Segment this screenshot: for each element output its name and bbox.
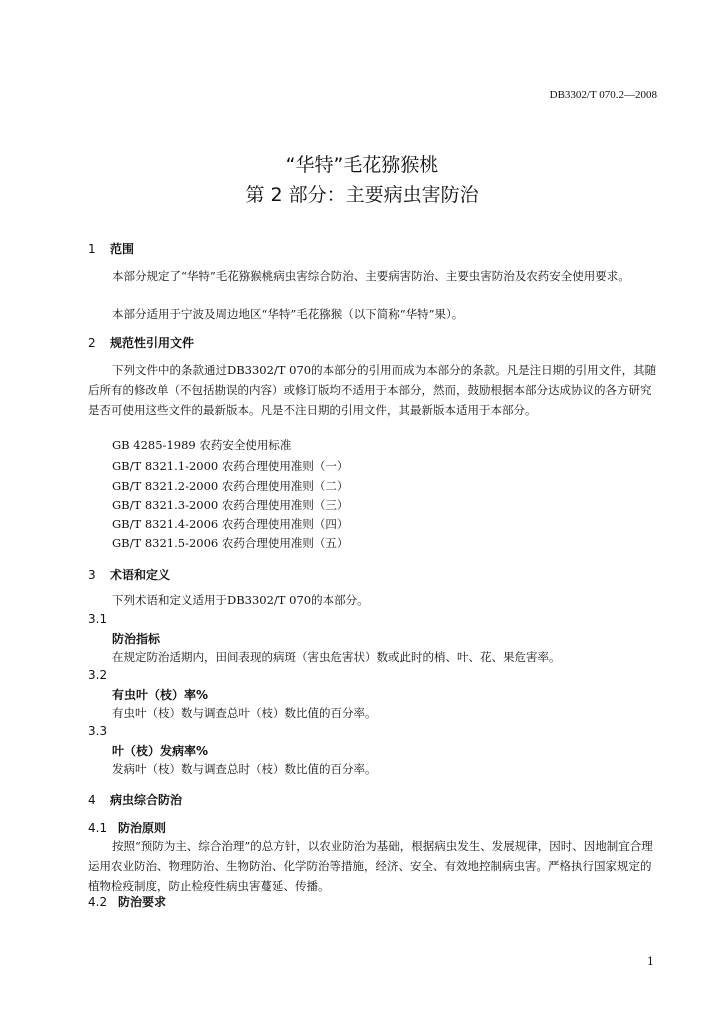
- section-1-heading: [88, 240, 134, 257]
- section-3-paragraph-1: 下列术语和定义适用于DB3302/T 070的本部分。: [112, 593, 369, 607]
- term-title: 叶（枝）发病率%: [112, 744, 209, 758]
- reference-item: GB/T 8321.4-2006 农药合理使用准则（四）: [112, 517, 349, 531]
- subsection-number: 4.1: [88, 821, 108, 835]
- section-2-heading: [88, 334, 194, 351]
- section-number: 1: [88, 242, 96, 256]
- term-number: 3.2: [88, 668, 108, 682]
- subsection-number: 4.2: [88, 895, 108, 909]
- subsection-4-2-heading: [88, 893, 166, 910]
- section-3-heading: [88, 566, 170, 583]
- reference-item: GB/T 8321.2-2000 农药合理使用准则（二）: [112, 479, 349, 493]
- reference-item: GB/T 8321.3-2000 农药合理使用准则（三）: [112, 498, 349, 512]
- document-subtitle: 第 2 部分：主要病虫害防治: [245, 184, 479, 206]
- reference-item: GB 4285-1989 农药安全使用标准: [112, 438, 292, 452]
- term-definition: 有虫叶（枝）数与调查总叶（枝）数比值的百分率。: [112, 706, 377, 720]
- subsection-4-1-heading: [88, 819, 166, 836]
- reference-item: GB/T 8321.5-2006 农药合理使用准则（五）: [112, 536, 349, 550]
- term-definition: 发病叶（枝）数与调查总时（枝）数比值的百分率。: [112, 762, 377, 776]
- page-number: 1: [647, 955, 654, 968]
- section-number: 4: [88, 793, 96, 807]
- section-1-paragraph-1: 本部分规定了“华特”毛花猕猴桃病虫害综合防治、主要病害防治、主要虫害防治及农药安全使用要求。: [112, 269, 630, 283]
- section-title: 术语和定义: [110, 568, 171, 582]
- section-title: 病虫综合防治: [110, 793, 183, 807]
- term-number: 3.1: [88, 612, 108, 626]
- reference-item: GB/T 8321.1-2000 农药合理使用准则（一）: [112, 459, 349, 473]
- section-1-paragraph-2: 本部分适用于宁波及周边地区“华特”毛花猕猴（以下简称“华特”果）。: [112, 307, 464, 321]
- term-definition: 在规定防治适期内，田间表现的病斑（害虫危害状）数或此时的梢、叶、花、果危害率。: [112, 650, 561, 664]
- subsection-title: 防治原则: [118, 821, 167, 835]
- section-2-paragraph-1: 下列文件中的条款通过DB3302/T 070的本部分的引用而成为本部分的条款。凡是注日期的引用文件，其随后所有的修改单（不包括勘误的内容）或修订版均不适用于本部分，然而，鼓励根据本部分达成协议的各方研究是否可使用这些文件的最新版本。凡是不注日期的引用文件，其最新版本适用于本部分。: [88, 363, 657, 417]
- term-title: 有虫叶（枝）率%: [112, 688, 209, 702]
- section-title: 规范性引用文件: [110, 336, 195, 350]
- subsection-title: 防治要求: [118, 895, 167, 909]
- section-number: 2: [88, 336, 96, 350]
- term-title: 防治指标: [112, 632, 161, 646]
- section-number: 3: [88, 568, 96, 582]
- subsection-4-1-paragraph: 按照“预防为主、综合治理”的总方针，以农业防治为基础，根据病虫发生、发展规律，因时、因地制宜合理运用农业防治、物理防治、生物防治、化学防治等措施，经济、安全、有效地控制病虫害。严格执行国家规定的植物检疫制度，防止检疫性病虫害蔓延、传播。: [88, 839, 653, 893]
- term-number: 3.3: [88, 724, 108, 738]
- section-title: 范围: [110, 242, 135, 256]
- document-title: “华特”毛花猕猴桃: [285, 154, 439, 176]
- section-4-heading: [88, 791, 182, 808]
- document-code: DB3302/T 070.2—2008: [549, 89, 657, 101]
